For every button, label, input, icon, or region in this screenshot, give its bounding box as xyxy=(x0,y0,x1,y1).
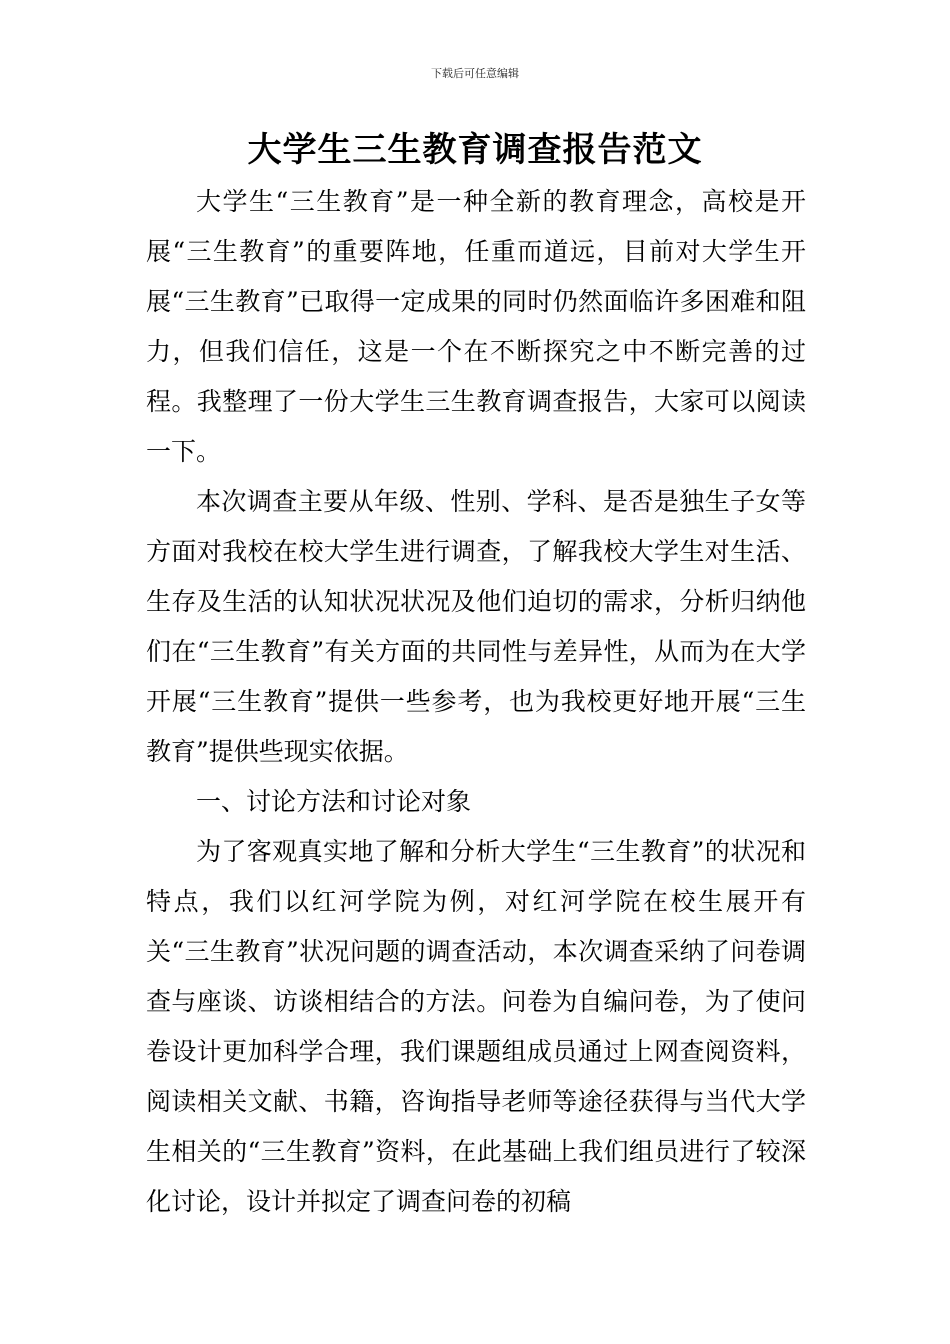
header-note: 下载后可任意编辑 xyxy=(431,67,519,80)
paragraph-survey-scope: 本次调查主要从年级、性别、学科、是否是独生子女等方面对我校在校大学生进行调查，了解我校大学生对生活、生存及生活的认知状况状况及他们迫切的需求，分析归纳他们在“三生教育”有关方面的共同性与差异性，从而为在大学开展“三生教育”提供一些参考，也为我校更好地开展“三生教育”提供些现实依据。 xyxy=(146,487,806,766)
paragraph-intro: 大学生“三生教育”是一种全新的教育理念，高校是开展“三生教育”的重要阵地，任重而道远，目前对大学生开展“三生教育”已取得一定成果的同时仍然面临许多困难和阻力，但我们信任，这是一个在不断探究之中不断完善的过程。我整理了一份大学生三生教育调查报告，大家可以阅读一下。 xyxy=(146,187,806,466)
paragraph-methods: 为了客观真实地了解和分析大学生“三生教育”的状况和特点，我们以红河学院为例，对红河学院在校生展开有关“三生教育”状况问题的调查活动，本次调查采纳了问卷调查与座谈、访谈相结合的方法。问卷为自编问卷，为了使问卷设计更加科学合理，我们课题组成员通过上网查阅资料，阅读相关文献、书籍，咨询指导老师等途径获得与当代大学生相关的“三生教育”资料，在此基础上我们组员进行了较深化讨论，设计并拟定了调查问卷的初稿 xyxy=(146,837,806,1216)
section-heading-methods: 一、讨论方法和讨论对象 xyxy=(196,787,472,816)
document-body xyxy=(146,177,806,1227)
document-title: 大学生三生教育调查报告范文 xyxy=(247,130,703,170)
